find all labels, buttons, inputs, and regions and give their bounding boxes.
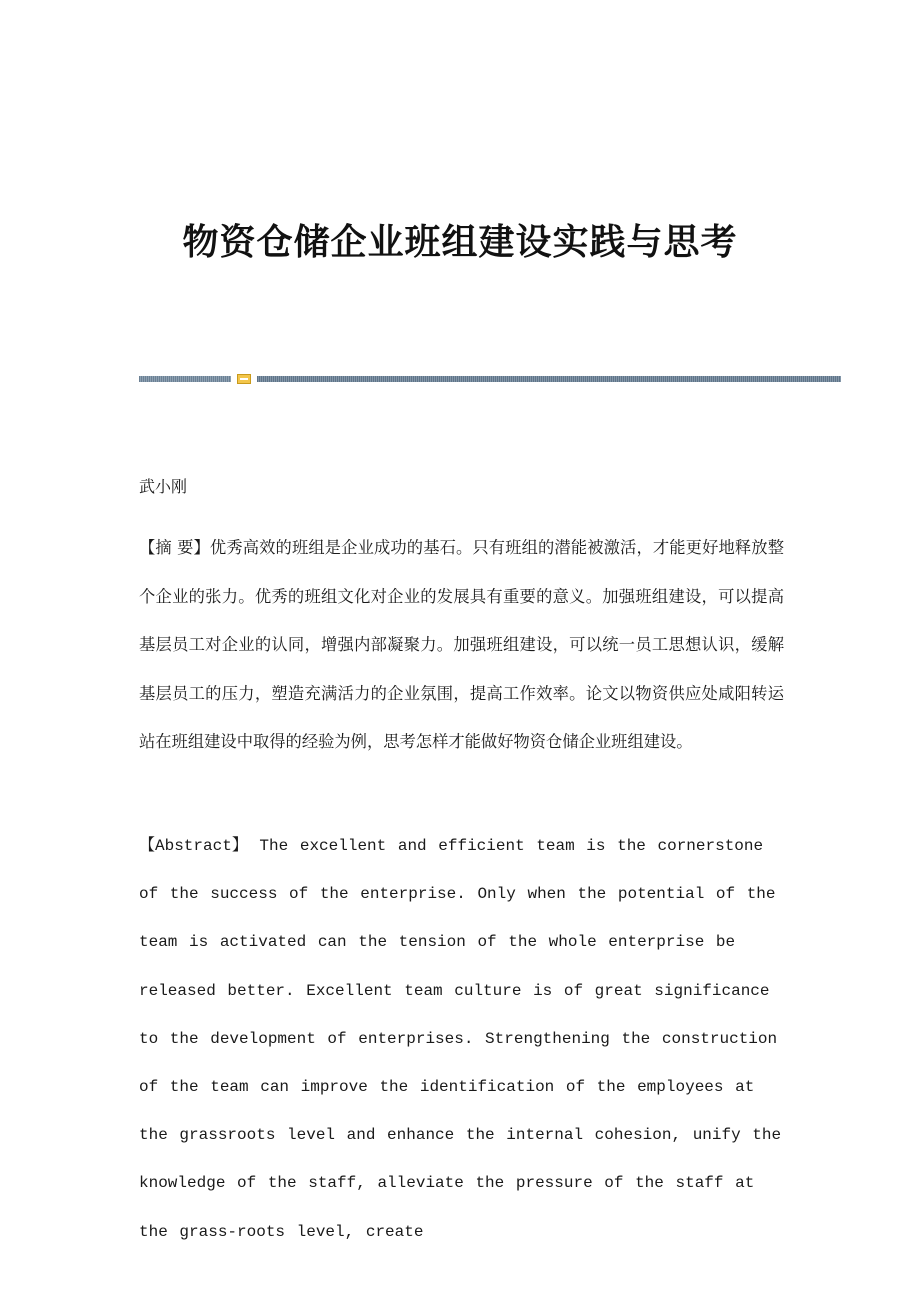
author-name: 武小刚	[139, 477, 188, 496]
abstract-en-text: The excellent and efficient team is the cornerstone of the success of the enterprise. Only when the potential of the team is activated can the tension of the whole enterprise be released better. Excellent team culture is of great significance to the development of enterprises. Strengthening the construction of the team can improve the identification of the employees at the grassroots level and enhance the internal cohesion, unify the knowledge of the staff, alleviate the pressure of the staff at the grass-roots level, create	[139, 837, 782, 1241]
abstract-english	[139, 822, 784, 1256]
abstract-en-label: 【Abstract】	[139, 837, 248, 855]
title-divider	[139, 374, 841, 384]
divider-bar-right	[257, 376, 841, 382]
divider-bar-left	[139, 376, 231, 382]
divider-emblem-icon	[237, 374, 251, 384]
document-title: 物资仓储企业班组建设实践与思考	[182, 221, 738, 263]
abstract-cn-text: 优秀高效的班组是企业成功的基石。只有班组的潜能被激活，才能更好地释放整个企业的张力。优秀的班组文化对企业的发展具有重要的意义。加强班组建设，可以提高基层员工对企业的认同，增强内部凝聚力。加强班组建设，可以统一员工思想认识，缓解基层员工的压力，塑造充满活力的企业氛围，提高工作效率。论文以物资供应处咸阳转运站在班组建设中取得的经验为例，思考怎样才能做好物资仓储企业班组建设。	[139, 538, 784, 751]
abstract-cn-label: 【摘 要】	[139, 538, 210, 557]
abstract-chinese	[139, 524, 784, 767]
